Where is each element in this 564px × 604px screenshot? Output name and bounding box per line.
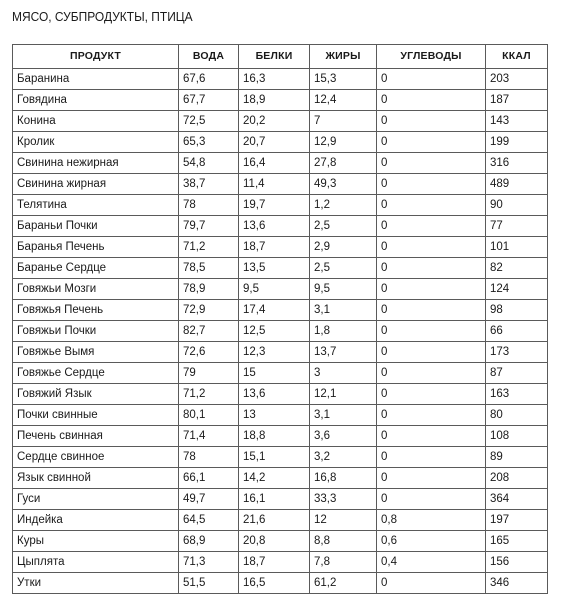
cell-fat: 12,9 [310,132,377,153]
cell-fat: 1,8 [310,321,377,342]
cell-carbs: 0 [377,405,486,426]
cell-fat: 7,8 [310,552,377,573]
cell-product: Телятина [13,195,179,216]
cell-kcal: 101 [486,237,548,258]
cell-kcal: 98 [486,300,548,321]
cell-water: 67,7 [179,90,239,111]
cell-kcal: 77 [486,216,548,237]
cell-product: Говяжье Сердце [13,363,179,384]
cell-protein: 15,1 [239,447,310,468]
cell-carbs: 0 [377,132,486,153]
cell-water: 71,2 [179,237,239,258]
cell-water: 82,7 [179,321,239,342]
cell-carbs: 0 [377,237,486,258]
cell-carbs: 0 [377,384,486,405]
cell-product: Свинина нежирная [13,153,179,174]
table-row [13,321,548,342]
table-row [13,90,548,111]
cell-product: Говяжьи Мозги [13,279,179,300]
cell-kcal: 187 [486,90,548,111]
table-row [13,69,548,90]
cell-protein: 13 [239,405,310,426]
page-title: МЯСО, СУБПРОДУКТЫ, ПТИЦА [12,9,193,24]
cell-kcal: 173 [486,342,548,363]
cell-protein: 16,5 [239,573,310,594]
cell-product: Печень свинная [13,426,179,447]
cell-kcal: 124 [486,279,548,300]
cell-fat: 12,1 [310,384,377,405]
cell-water: 71,4 [179,426,239,447]
table-row [13,195,548,216]
cell-carbs: 0 [377,174,486,195]
cell-product: Говяжья Печень [13,300,179,321]
cell-carbs: 0 [377,111,486,132]
cell-protein: 12,3 [239,342,310,363]
cell-carbs: 0 [377,321,486,342]
cell-protein: 20,2 [239,111,310,132]
cell-water: 72,9 [179,300,239,321]
cell-fat: 2,5 [310,258,377,279]
cell-carbs: 0 [377,258,486,279]
column-header-kcal: ККАЛ [486,45,548,69]
cell-product: Бараньи Почки [13,216,179,237]
cell-water: 78 [179,447,239,468]
column-header-product: ПРОДУКТ [13,45,179,69]
cell-water: 79 [179,363,239,384]
cell-fat: 27,8 [310,153,377,174]
cell-carbs: 0 [377,300,486,321]
cell-protein: 18,8 [239,426,310,447]
table-row [13,237,548,258]
table-row [13,111,548,132]
cell-product: Индейка [13,510,179,531]
cell-water: 72,5 [179,111,239,132]
cell-protein: 17,4 [239,300,310,321]
cell-kcal: 143 [486,111,548,132]
table-row [13,258,548,279]
table-row [13,153,548,174]
cell-kcal: 199 [486,132,548,153]
cell-product: Говядина [13,90,179,111]
cell-kcal: 89 [486,447,548,468]
cell-fat: 2,9 [310,237,377,258]
cell-product: Кролик [13,132,179,153]
cell-kcal: 316 [486,153,548,174]
cell-carbs: 0 [377,279,486,300]
table-row [13,510,548,531]
cell-protein: 16,1 [239,489,310,510]
cell-water: 66,1 [179,468,239,489]
table-header-row [13,45,548,69]
table-row [13,468,548,489]
cell-kcal: 66 [486,321,548,342]
table-row [13,447,548,468]
cell-kcal: 346 [486,573,548,594]
cell-carbs: 0 [377,153,486,174]
cell-kcal: 208 [486,468,548,489]
cell-fat: 16,8 [310,468,377,489]
cell-fat: 7 [310,111,377,132]
cell-fat: 2,5 [310,216,377,237]
cell-carbs: 0 [377,342,486,363]
cell-product: Цыплята [13,552,179,573]
cell-protein: 19,7 [239,195,310,216]
cell-fat: 9,5 [310,279,377,300]
cell-carbs: 0,4 [377,552,486,573]
cell-protein: 13,5 [239,258,310,279]
table-row [13,489,548,510]
table-row [13,300,548,321]
cell-kcal: 87 [486,363,548,384]
table-row [13,405,548,426]
cell-protein: 16,4 [239,153,310,174]
cell-protein: 15 [239,363,310,384]
cell-protein: 13,6 [239,384,310,405]
cell-protein: 11,4 [239,174,310,195]
cell-water: 78,9 [179,279,239,300]
cell-carbs: 0 [377,573,486,594]
cell-carbs: 0 [377,489,486,510]
cell-carbs: 0 [377,69,486,90]
cell-water: 71,3 [179,552,239,573]
table-row [13,279,548,300]
cell-carbs: 0 [377,468,486,489]
cell-product: Говяжьи Почки [13,321,179,342]
cell-protein: 18,7 [239,237,310,258]
cell-kcal: 163 [486,384,548,405]
cell-protein: 14,2 [239,468,310,489]
cell-product: Баранье Сердце [13,258,179,279]
cell-kcal: 80 [486,405,548,426]
table-row [13,216,548,237]
cell-water: 68,9 [179,531,239,552]
column-header-water: ВОДА [179,45,239,69]
cell-water: 67,6 [179,69,239,90]
cell-kcal: 364 [486,489,548,510]
table-body [13,69,548,594]
cell-product: Язык свинной [13,468,179,489]
cell-carbs: 0 [377,216,486,237]
cell-water: 51,5 [179,573,239,594]
table-row [13,342,548,363]
cell-fat: 8,8 [310,531,377,552]
cell-protein: 16,3 [239,69,310,90]
cell-protein: 18,9 [239,90,310,111]
cell-kcal: 108 [486,426,548,447]
cell-fat: 61,2 [310,573,377,594]
cell-carbs: 0,6 [377,531,486,552]
cell-water: 49,7 [179,489,239,510]
table-row [13,384,548,405]
cell-protein: 13,6 [239,216,310,237]
cell-kcal: 90 [486,195,548,216]
nutrition-table [12,44,548,594]
cell-water: 65,3 [179,132,239,153]
cell-kcal: 489 [486,174,548,195]
table-row [13,363,548,384]
cell-kcal: 203 [486,69,548,90]
cell-protein: 21,6 [239,510,310,531]
cell-water: 72,6 [179,342,239,363]
table-row [13,573,548,594]
cell-product: Утки [13,573,179,594]
cell-water: 80,1 [179,405,239,426]
cell-water: 78,5 [179,258,239,279]
cell-fat: 12,4 [310,90,377,111]
cell-product: Куры [13,531,179,552]
cell-kcal: 165 [486,531,548,552]
cell-water: 78 [179,195,239,216]
cell-fat: 3,1 [310,300,377,321]
cell-kcal: 82 [486,258,548,279]
table-row [13,426,548,447]
cell-carbs: 0 [377,447,486,468]
cell-protein: 18,7 [239,552,310,573]
cell-product: Сердце свинное [13,447,179,468]
table-row [13,531,548,552]
cell-product: Гуси [13,489,179,510]
cell-water: 71,2 [179,384,239,405]
table-row [13,174,548,195]
cell-water: 54,8 [179,153,239,174]
cell-protein: 12,5 [239,321,310,342]
column-header-carbs: УГЛЕВОДЫ [377,45,486,69]
cell-product: Говяжий Язык [13,384,179,405]
cell-fat: 3 [310,363,377,384]
cell-protein: 9,5 [239,279,310,300]
cell-fat: 3,6 [310,426,377,447]
cell-product: Свинина жирная [13,174,179,195]
cell-kcal: 197 [486,510,548,531]
cell-water: 79,7 [179,216,239,237]
column-header-fat: ЖИРЫ [310,45,377,69]
cell-product: Говяжье Вымя [13,342,179,363]
cell-protein: 20,8 [239,531,310,552]
cell-fat: 1,2 [310,195,377,216]
cell-carbs: 0 [377,426,486,447]
cell-product: Баранина [13,69,179,90]
cell-carbs: 0 [377,90,486,111]
cell-product: Конина [13,111,179,132]
cell-fat: 3,2 [310,447,377,468]
cell-protein: 20,7 [239,132,310,153]
table-row [13,552,548,573]
cell-fat: 12 [310,510,377,531]
cell-fat: 15,3 [310,69,377,90]
cell-product: Баранья Печень [13,237,179,258]
cell-fat: 13,7 [310,342,377,363]
column-header-protein: БЕЛКИ [239,45,310,69]
table-row [13,132,548,153]
cell-product: Почки свинные [13,405,179,426]
cell-fat: 49,3 [310,174,377,195]
cell-kcal: 156 [486,552,548,573]
cell-fat: 33,3 [310,489,377,510]
cell-carbs: 0 [377,363,486,384]
cell-water: 64,5 [179,510,239,531]
cell-water: 38,7 [179,174,239,195]
cell-fat: 3,1 [310,405,377,426]
cell-carbs: 0,8 [377,510,486,531]
cell-carbs: 0 [377,195,486,216]
